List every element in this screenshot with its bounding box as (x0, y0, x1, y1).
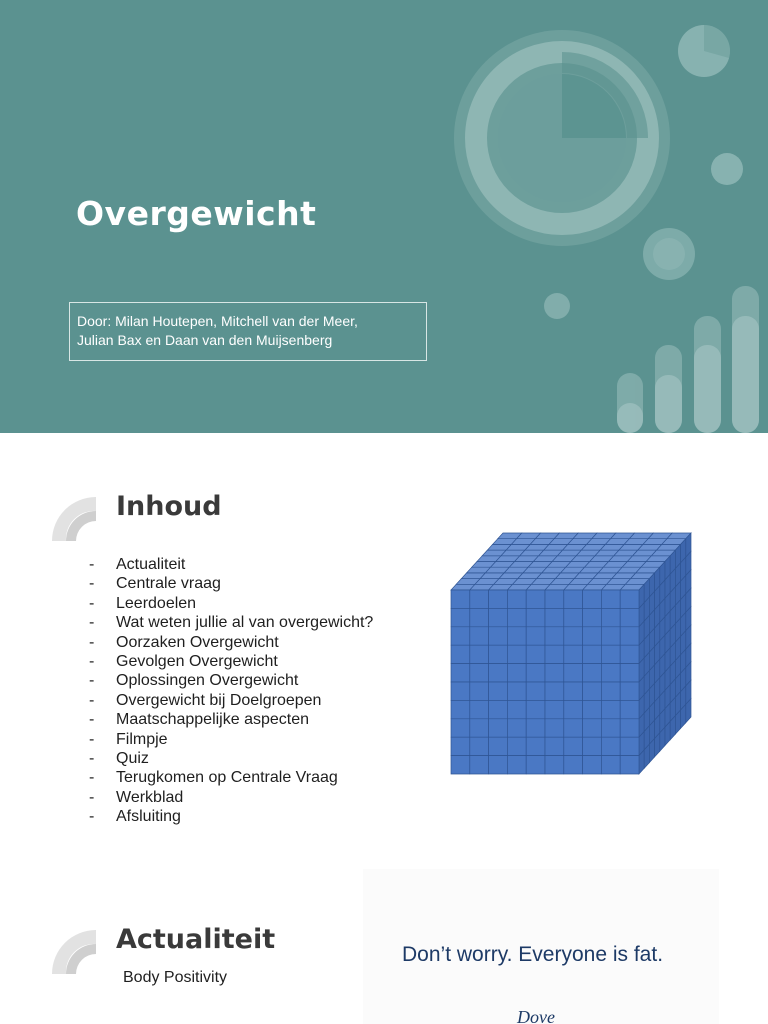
ad-brand-logo: Dove (517, 1007, 555, 1024)
contents-list (89, 555, 373, 826)
circle-small-4 (544, 293, 570, 319)
authors-box (69, 302, 427, 361)
authors-line-1: Door: Milan Houtepen, Mitchell van der Meer, (77, 313, 358, 329)
list-item: - Terugkomen op Centrale Vraag (89, 769, 338, 787)
list-item: - Centrale vraag (89, 575, 221, 593)
list-item: - Werkblad (89, 788, 184, 806)
list-item: - Gevolgen Overgewicht (89, 652, 278, 670)
list-item: - Filmpje (89, 730, 168, 748)
list-item: - Oplossingen Overgewicht (89, 672, 299, 690)
arc-decoration (52, 497, 96, 543)
contents-heading: Inhoud (116, 491, 222, 522)
cube-illustration (450, 532, 695, 777)
list-item: - Afsluiting (89, 808, 181, 826)
news-heading: Actualiteit (116, 924, 276, 955)
presentation-title: Overgewicht (76, 194, 317, 233)
list-item: - Quiz (89, 749, 149, 767)
authors-line-2: Julian Bax en Daan van den Muijsenberg (77, 332, 333, 348)
list-item: - Actualiteit (89, 556, 186, 573)
news-subtitle: Body Positivity (123, 969, 228, 986)
list-item: - Maatschappelijke aspecten (89, 711, 310, 729)
dove-advertisement (363, 869, 719, 1024)
circle-small-2 (711, 153, 743, 185)
list-item: - Leerdoelen (89, 594, 197, 612)
list-item: - Overgewicht bij Doelgroepen (89, 691, 322, 709)
title-slide (0, 0, 768, 433)
contents-slide (0, 433, 768, 863)
news-slide (0, 863, 768, 1024)
list-item: - Oorzaken Overgewicht (89, 633, 279, 651)
list-item: - Wat weten jullie al van overgewicht? (89, 614, 374, 632)
ad-tagline: Don’t worry. Everyone is fat. (402, 943, 664, 966)
arc-decoration (52, 930, 96, 976)
